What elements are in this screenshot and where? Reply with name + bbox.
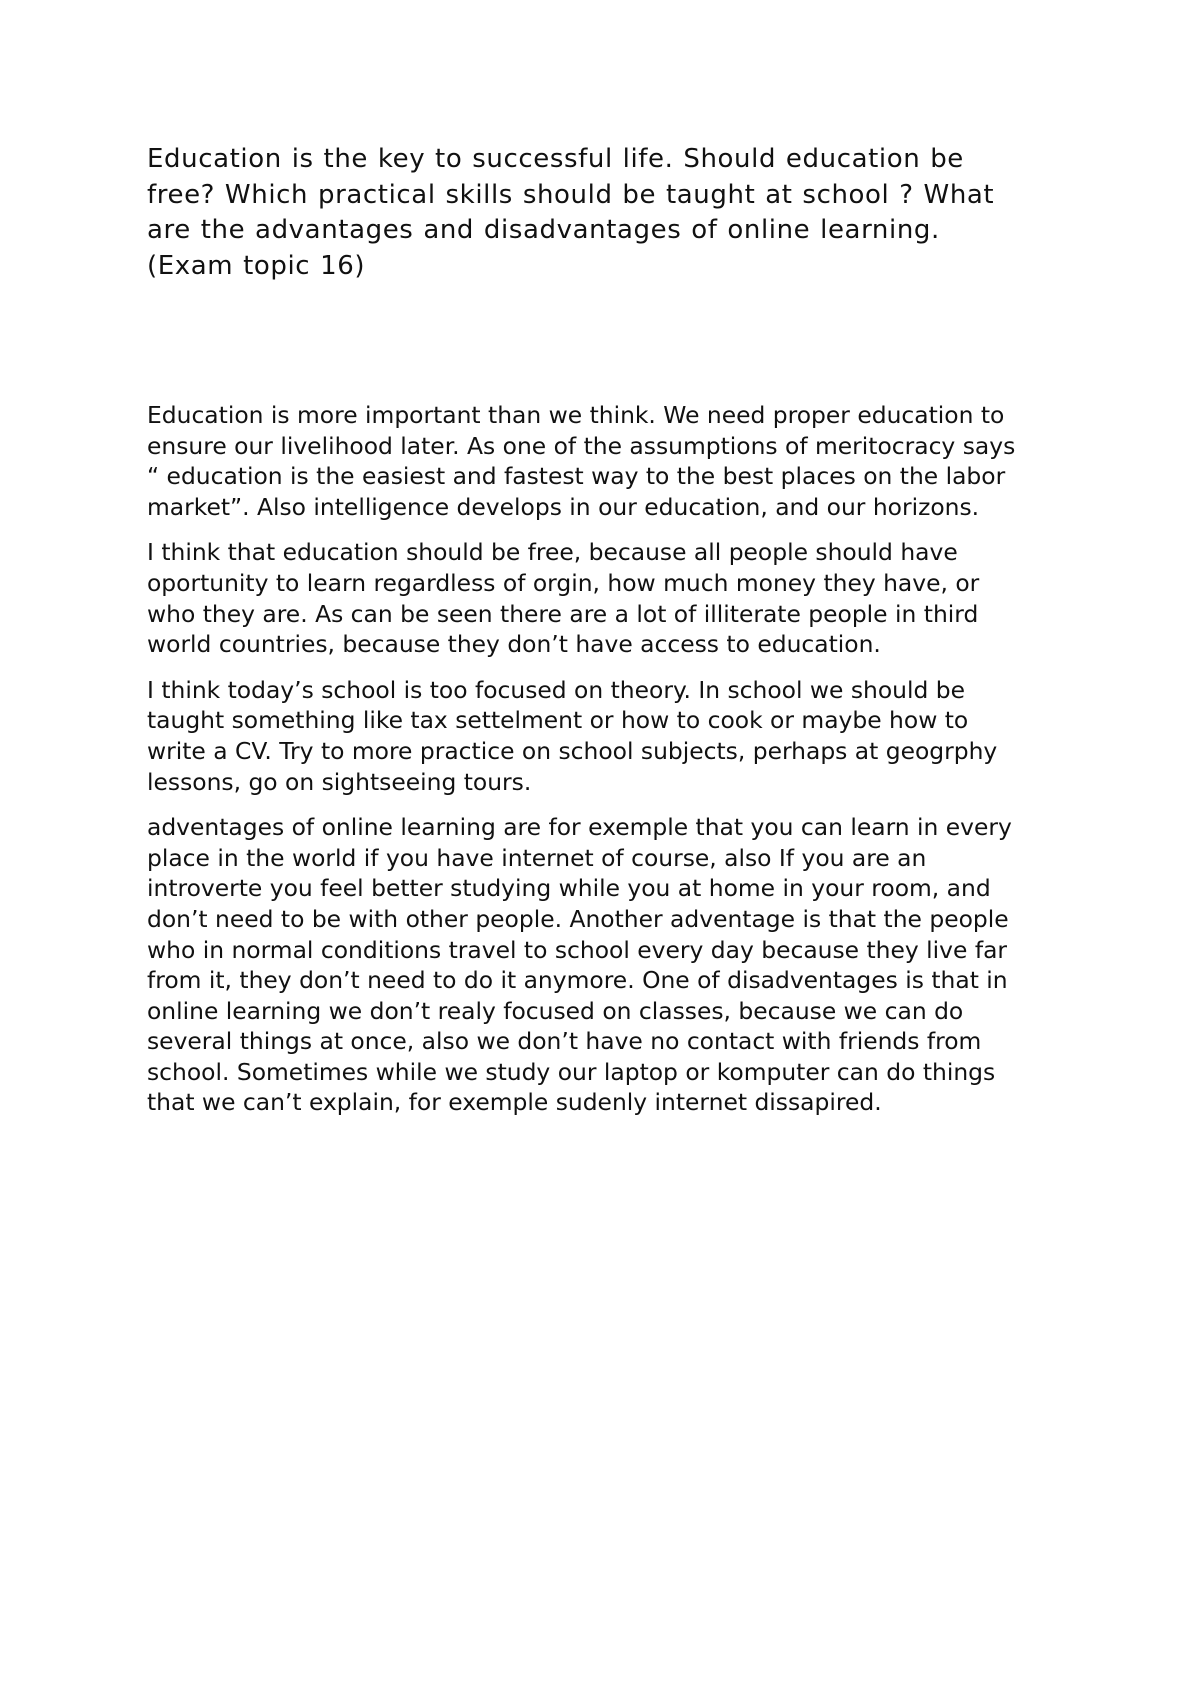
topic-line: are the advantages and disadvantages of online learning. [147, 215, 940, 245]
essay-line: write a CV. Try to more practice on school subjects, perhaps at geogrphy [147, 736, 998, 765]
essay-line: world countries, because they don’t have access to education. [147, 630, 881, 659]
essay-line: taught something like tax settelment or how to cook or maybe how to [147, 706, 969, 735]
essay-line: I think today’s school is too focused on theory. In school we should be [147, 675, 966, 704]
essay-line: oportunity to learn regardless of orgin, how much money they have, or [147, 568, 980, 597]
topic-line: (Exam topic 16) [147, 250, 366, 281]
essay-paragraph-free-education [147, 537, 1077, 659]
essay-line: ensure our livelihood later. As one of the assumptions of meritocracy says [147, 431, 1016, 460]
essay-line: who in normal conditions travel to school every day because they live far [147, 935, 1008, 964]
essay-line: who they are. As can be seen there are a lot of illiterate people in third [147, 599, 979, 628]
essay-body [147, 400, 1077, 1133]
essay-paragraph-practical-skills [147, 675, 1077, 797]
essay-line: don’t need to be with other people. Another adventage is that the people [147, 904, 1009, 933]
essay-line: place in the world if you have internet of course, also If you are an [147, 843, 927, 872]
topic-line: Education is the key to successful life. Should education be [147, 144, 964, 174]
essay-line: I think that education should be free, because all people should have [147, 538, 958, 567]
essay-line: market”. Also intelligence develops in our education, and our horizons. [147, 492, 980, 521]
essay-line: Education is more important than we think. We need proper education to [147, 401, 1005, 429]
essay-line: several things at once, also we don’t have no contact with friends from [147, 1027, 982, 1056]
topic-line: free? Which practical skills should be taught at school ? What [147, 179, 995, 210]
essay-line: lessons, go on sightseeing tours. [147, 767, 532, 796]
essay-line: school. Sometimes while we study our laptop or komputer can do things [147, 1057, 996, 1086]
exam-topic-heading [147, 142, 1067, 284]
essay-paragraph-intro [147, 400, 1077, 522]
essay-line: from it, they don’t need to do it anymore. One of disadventages is that in [147, 966, 1008, 995]
essay-line: adventages of online learning are for exemple that you can learn in every [147, 813, 1012, 842]
essay-line: “ education is the easiest and fastest way to the best places on the labor [147, 462, 1006, 491]
essay-line: online learning we don’t realy focused on classes, because we can do [147, 996, 964, 1025]
essay-line: that we can’t explain, for exemple sudenly internet dissapired. [147, 1088, 882, 1117]
essay-paragraph-online-learning [147, 812, 1077, 1118]
essay-line: introverte you feel better studying while you at home in your room, and [147, 874, 991, 903]
